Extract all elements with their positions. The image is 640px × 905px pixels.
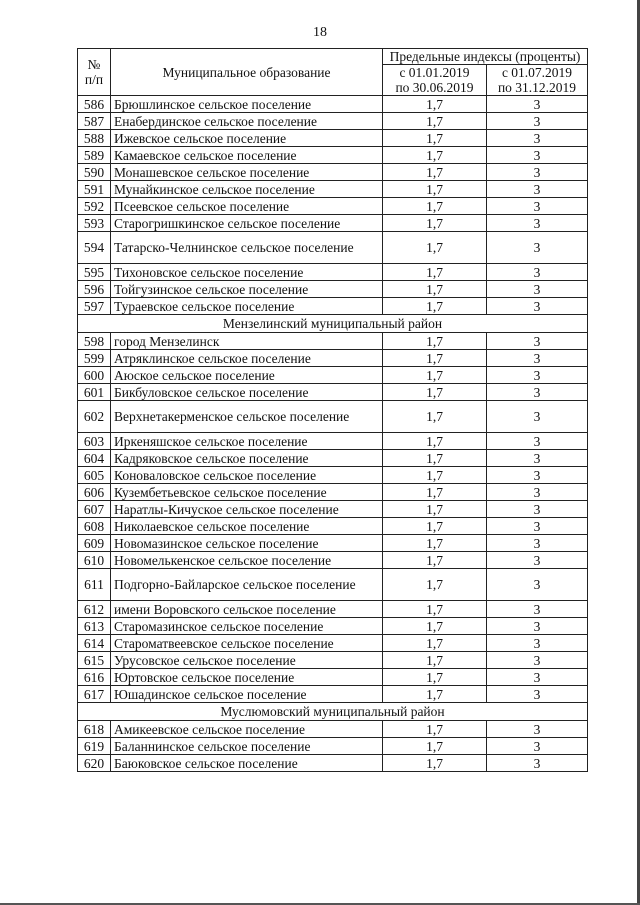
table-row	[78, 164, 588, 181]
municipality-name: Татарско-Челнинское сельское поселение	[111, 232, 383, 264]
municipality-name: Атряклинское сельское поселение	[111, 350, 383, 367]
row-number: 597	[78, 298, 111, 315]
row-number: 596	[78, 281, 111, 298]
index-period-1: 1,7	[383, 535, 487, 552]
index-period-2: 3	[487, 618, 588, 635]
municipality-name: Брюшлинское сельское поселение	[111, 96, 383, 113]
row-number: 612	[78, 601, 111, 618]
table-row	[78, 264, 588, 281]
index-period-1: 1,7	[383, 198, 487, 215]
municipality-name: Енабердинское сельское поселение	[111, 113, 383, 130]
table-row	[78, 467, 588, 484]
index-period-2: 3	[487, 467, 588, 484]
table-row	[78, 215, 588, 232]
row-number: 608	[78, 518, 111, 535]
municipality-name: имени Воровского сельское поселение	[111, 601, 383, 618]
municipality-name: Мунайкинское сельское поселение	[111, 181, 383, 198]
row-number: 587	[78, 113, 111, 130]
index-period-2: 3	[487, 535, 588, 552]
municipality-name: Наратлы-Кичуское сельское поселение	[111, 501, 383, 518]
header-num-line2: п/п	[84, 72, 104, 87]
index-period-1: 1,7	[383, 164, 487, 181]
municipality-name: Ижевское сельское поселение	[111, 130, 383, 147]
index-period-1: 1,7	[383, 652, 487, 669]
index-period-1: 1,7	[383, 501, 487, 518]
table-row	[78, 535, 588, 552]
row-number: 613	[78, 618, 111, 635]
index-period-1: 1,7	[383, 755, 487, 772]
index-period-2: 3	[487, 686, 588, 703]
row-number: 590	[78, 164, 111, 181]
table-row	[78, 433, 588, 450]
index-period-2: 3	[487, 450, 588, 467]
table-row	[78, 401, 588, 433]
row-number: 592	[78, 198, 111, 215]
municipality-name: Новомазинское сельское поселение	[111, 535, 383, 552]
header-indices-group: Предельные индексы (проценты)	[383, 49, 588, 65]
index-period-2: 3	[487, 401, 588, 433]
index-period-2: 3	[487, 96, 588, 113]
index-period-2: 3	[487, 384, 588, 401]
index-period-1: 1,7	[383, 96, 487, 113]
index-period-1: 1,7	[383, 601, 487, 618]
header-num-line1: №	[87, 57, 101, 72]
section-title: Мензелинский муниципальный район	[78, 315, 588, 333]
header-period-1-line1: с 01.01.2019	[399, 65, 470, 80]
table-body	[78, 96, 588, 772]
section-title: Муслюмовский муниципальный район	[78, 703, 588, 721]
index-period-1: 1,7	[383, 552, 487, 569]
municipality-name: Кузембетьевское сельское поселение	[111, 484, 383, 501]
row-number: 615	[78, 652, 111, 669]
header-num	[78, 49, 111, 96]
index-period-2: 3	[487, 298, 588, 315]
index-period-2: 3	[487, 669, 588, 686]
index-period-2: 3	[487, 367, 588, 384]
index-period-2: 3	[487, 130, 588, 147]
index-period-1: 1,7	[383, 721, 487, 738]
municipality-name: Монашевское сельское поселение	[111, 164, 383, 181]
table-row	[78, 618, 588, 635]
row-number: 619	[78, 738, 111, 755]
table-row	[78, 738, 588, 755]
index-period-1: 1,7	[383, 281, 487, 298]
index-period-1: 1,7	[383, 635, 487, 652]
table-row	[78, 501, 588, 518]
row-number: 611	[78, 569, 111, 601]
row-number: 604	[78, 450, 111, 467]
index-period-1: 1,7	[383, 384, 487, 401]
index-period-1: 1,7	[383, 433, 487, 450]
table-row	[78, 450, 588, 467]
index-period-1: 1,7	[383, 264, 487, 281]
municipality-name: Юртовское сельское поселение	[111, 669, 383, 686]
index-period-2: 3	[487, 147, 588, 164]
municipality-name: Новомелькенское сельское поселение	[111, 552, 383, 569]
row-number: 594	[78, 232, 111, 264]
index-period-2: 3	[487, 721, 588, 738]
municipality-name: Иркеняшское сельское поселение	[111, 433, 383, 450]
table-row	[78, 232, 588, 264]
index-period-1: 1,7	[383, 484, 487, 501]
index-period-2: 3	[487, 601, 588, 618]
row-number: 589	[78, 147, 111, 164]
municipality-name: Кадряковское сельское поселение	[111, 450, 383, 467]
row-number: 605	[78, 467, 111, 484]
table-row	[78, 147, 588, 164]
row-number: 586	[78, 96, 111, 113]
table-row	[78, 198, 588, 215]
municipality-name: Тихоновское сельское поселение	[111, 264, 383, 281]
row-number: 606	[78, 484, 111, 501]
index-period-2: 3	[487, 484, 588, 501]
municipality-name: Бикбуловское сельское поселение	[111, 384, 383, 401]
municipality-name: Аюское сельское поселение	[111, 367, 383, 384]
header-period-1	[383, 65, 487, 96]
index-period-1: 1,7	[383, 350, 487, 367]
index-period-1: 1,7	[383, 669, 487, 686]
index-period-2: 3	[487, 635, 588, 652]
index-period-1: 1,7	[383, 518, 487, 535]
table-row	[78, 601, 588, 618]
municipality-name: Верхнетакерменское сельское поселение	[111, 401, 383, 433]
table-row	[78, 484, 588, 501]
row-number: 609	[78, 535, 111, 552]
table-row	[78, 298, 588, 315]
index-period-2: 3	[487, 652, 588, 669]
index-period-1: 1,7	[383, 467, 487, 484]
row-number: 602	[78, 401, 111, 433]
row-number: 591	[78, 181, 111, 198]
index-period-1: 1,7	[383, 130, 487, 147]
table-row	[78, 652, 588, 669]
municipality-name: Камаевское сельское поселение	[111, 147, 383, 164]
row-number: 601	[78, 384, 111, 401]
index-period-2: 3	[487, 755, 588, 772]
municipality-name: Урусовское сельское поселение	[111, 652, 383, 669]
municipality-name: Старогришкинское сельское поселение	[111, 215, 383, 232]
index-period-1: 1,7	[383, 333, 487, 350]
row-number: 603	[78, 433, 111, 450]
index-period-2: 3	[487, 569, 588, 601]
row-number: 600	[78, 367, 111, 384]
municipality-name: Старомазинское сельское поселение	[111, 618, 383, 635]
index-period-2: 3	[487, 232, 588, 264]
table-row	[78, 96, 588, 113]
municipality-name: Коноваловское сельское поселение	[111, 467, 383, 484]
municipality-name: Баюковское сельское поселение	[111, 755, 383, 772]
table-row	[78, 367, 588, 384]
table-row	[78, 384, 588, 401]
table-row	[78, 130, 588, 147]
index-period-2: 3	[487, 501, 588, 518]
table-header	[78, 49, 588, 96]
index-period-1: 1,7	[383, 569, 487, 601]
table-row	[78, 113, 588, 130]
municipality-name: Тойгузинское сельское поселение	[111, 281, 383, 298]
row-number: 620	[78, 755, 111, 772]
row-number: 607	[78, 501, 111, 518]
municipality-name: город Мензелинск	[111, 333, 383, 350]
index-period-1: 1,7	[383, 113, 487, 130]
row-number: 618	[78, 721, 111, 738]
table-row	[78, 635, 588, 652]
index-period-1: 1,7	[383, 367, 487, 384]
index-period-2: 3	[487, 164, 588, 181]
row-number: 599	[78, 350, 111, 367]
row-number: 614	[78, 635, 111, 652]
index-period-2: 3	[487, 264, 588, 281]
index-period-2: 3	[487, 198, 588, 215]
header-period-1-line2: по 30.06.2019	[395, 80, 474, 95]
row-number: 617	[78, 686, 111, 703]
index-period-1: 1,7	[383, 686, 487, 703]
table-row	[78, 333, 588, 350]
index-period-1: 1,7	[383, 215, 487, 232]
header-name: Муниципальное образование	[111, 49, 383, 96]
index-period-2: 3	[487, 215, 588, 232]
index-period-1: 1,7	[383, 618, 487, 635]
table-row	[78, 350, 588, 367]
indices-table	[77, 48, 588, 772]
table-row	[78, 721, 588, 738]
row-number: 598	[78, 333, 111, 350]
section-row	[78, 315, 588, 333]
table-row	[78, 686, 588, 703]
header-period-2	[487, 65, 588, 96]
row-number: 588	[78, 130, 111, 147]
row-number: 593	[78, 215, 111, 232]
index-period-2: 3	[487, 552, 588, 569]
index-period-1: 1,7	[383, 450, 487, 467]
municipality-name: Амикеевское сельское поселение	[111, 721, 383, 738]
table-row	[78, 569, 588, 601]
index-period-1: 1,7	[383, 232, 487, 264]
table-row	[78, 669, 588, 686]
index-period-1: 1,7	[383, 181, 487, 198]
municipality-name: Баланнинское сельское поселение	[111, 738, 383, 755]
municipality-name: Тураевское сельское поселение	[111, 298, 383, 315]
page-number: 18	[313, 25, 327, 40]
municipality-name: Староматвеевское сельское поселение	[111, 635, 383, 652]
index-period-2: 3	[487, 350, 588, 367]
index-period-1: 1,7	[383, 401, 487, 433]
table-row	[78, 518, 588, 535]
index-period-2: 3	[487, 738, 588, 755]
index-period-2: 3	[487, 433, 588, 450]
section-row	[78, 703, 588, 721]
index-period-2: 3	[487, 333, 588, 350]
row-number: 610	[78, 552, 111, 569]
index-period-1: 1,7	[383, 738, 487, 755]
municipality-name: Юшадинское сельское поселение	[111, 686, 383, 703]
municipality-name: Николаевское сельское поселение	[111, 518, 383, 535]
municipality-name: Подгорно-Байларское сельское поселение	[111, 569, 383, 601]
header-period-2-line1: с 01.07.2019	[501, 65, 573, 80]
index-period-2: 3	[487, 113, 588, 130]
header-period-2-line2: по 31.12.2019	[497, 80, 577, 95]
index-period-2: 3	[487, 518, 588, 535]
municipality-name: Псеевское сельское поселение	[111, 198, 383, 215]
table-row	[78, 552, 588, 569]
table-row	[78, 281, 588, 298]
table-row	[78, 755, 588, 772]
index-period-1: 1,7	[383, 147, 487, 164]
index-period-2: 3	[487, 181, 588, 198]
row-number: 595	[78, 264, 111, 281]
row-number: 616	[78, 669, 111, 686]
index-period-1: 1,7	[383, 298, 487, 315]
table-row	[78, 181, 588, 198]
index-period-2: 3	[487, 281, 588, 298]
